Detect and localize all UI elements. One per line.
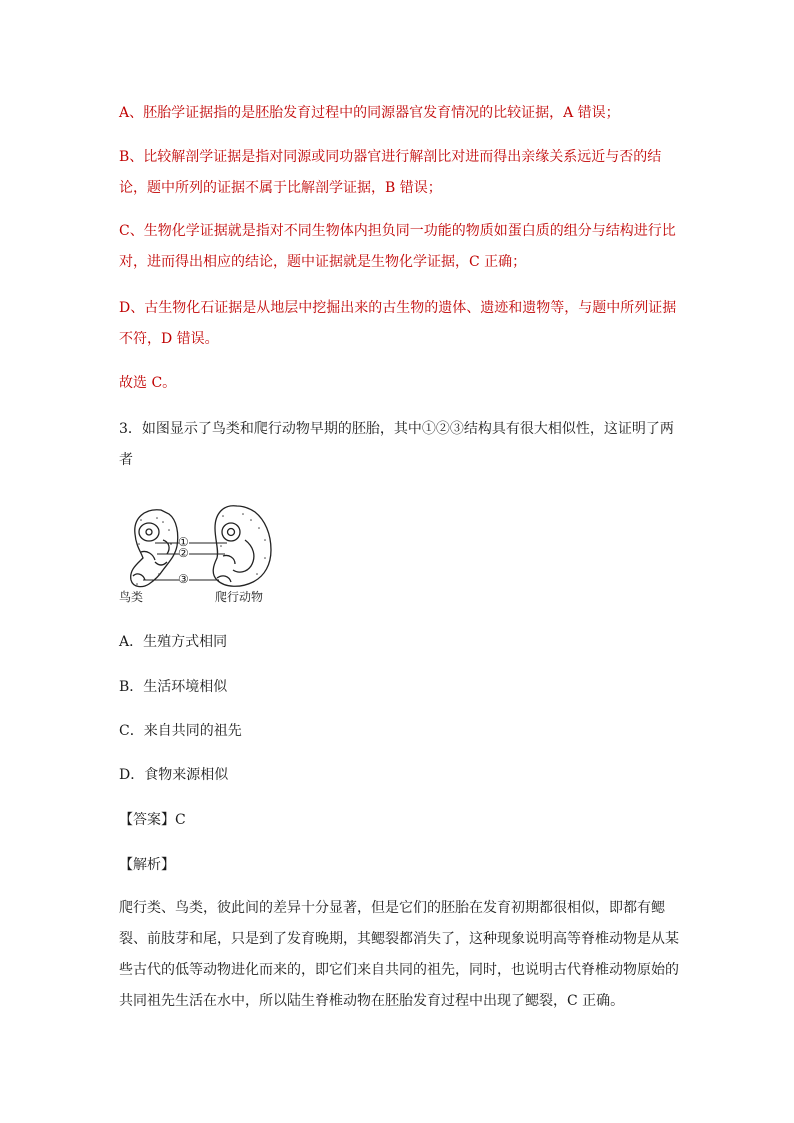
explanation-b: B、比较解剖学证据是指对同源或同功器官进行解剖比对进而得出亲缘关系远近与否的结论，题中所列的证据不属于比解剖学证据，B 错误；: [119, 149, 662, 196]
reptile-texture: [220, 513, 266, 575]
label-reptile: 爬行动物: [215, 590, 264, 604]
explanation-d: D、古生物化石证据是从地层中挖掘出来的古生物的遗体、遗迹和遗物等，与题中所列证据不符，D 错误。: [119, 300, 677, 347]
marker-1: ①: [178, 535, 189, 549]
option-d: D．食物来源相似: [119, 767, 229, 783]
explanation-conclusion: 故选 C。: [119, 375, 177, 391]
option-c: C．来自共同的祖先: [119, 723, 242, 739]
embryo-figure: [119, 500, 289, 605]
answer-label: 【答案】C: [119, 812, 186, 828]
analysis-label: 【解析】: [119, 857, 175, 873]
marker-3: ③: [178, 572, 189, 586]
explanation-a: A、胚胎学证据指的是胚胎发育过程中的同源器官发育情况的比较证据，A 错误；: [119, 105, 620, 121]
explanation-c: C、生物化学证据就是指对不同生物体内担负同一功能的物质如蛋白质的组分与结构进行比对，进而得出相应的结论，题中证据就是生物化学证据，C 正确；: [119, 223, 676, 270]
question-stem: 3．如图显示了鸟类和爬行动物早期的胚胎，其中①②③结构具有很大相似性，这证明了两者: [119, 421, 674, 468]
reptile-embryo: [213, 506, 271, 587]
option-a: A．生殖方式相同: [119, 634, 228, 650]
analysis-text: 爬行类、鸟类，彼此间的差异十分显著，但是它们的胚胎在发育初期都很相似，即都有鳃裂、前肢芽和尾，只是到了发育晚期，其鳃裂都消失了，这种现象说明高等脊椎动物是从某些古代的低等动物进化而来的，即它们来自共同的祖先，同时，也说明古代脊椎动物原始的共同祖先生活在水中，所以陆生脊椎动物在胚胎发育过程中出现了鳃裂，C 正确。: [119, 900, 679, 1009]
bird-embryo: [131, 510, 178, 587]
option-b: B．生活环境相似: [119, 679, 228, 695]
embryo-illustration: [119, 500, 289, 605]
label-bird: 鸟类: [119, 590, 144, 604]
marker-2: ②: [178, 546, 189, 560]
